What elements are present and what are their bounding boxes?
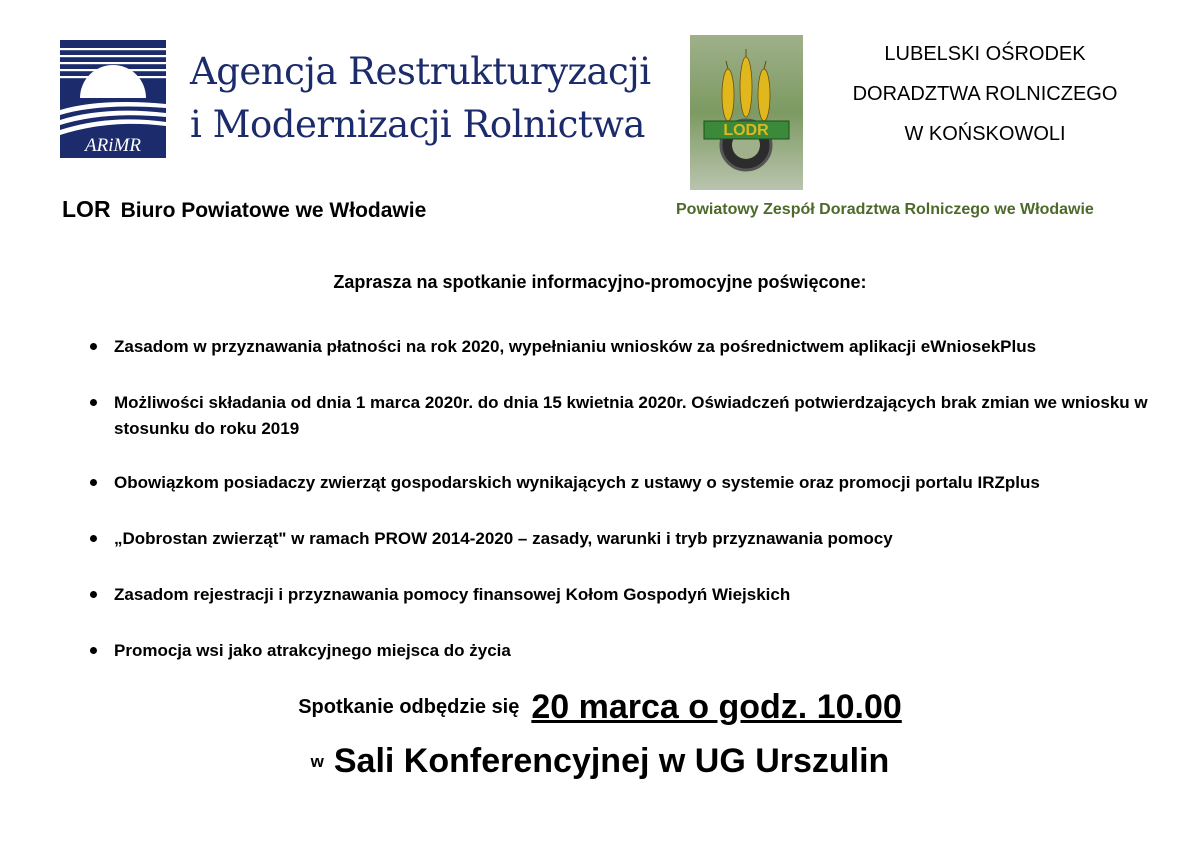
topic-item: „Dobrostan zwierząt" w ramach PROW 2014-2020 – zasady, warunki i tryb przyznawania pomocy bbox=[90, 526, 1170, 552]
topic-item: Obowiązkom posiadaczy zwierząt gospodarskich wynikających z ustawy o systemie oraz promocji portalu IRZplus bbox=[90, 470, 1170, 496]
office-name: Biuro Powiatowe we Włodawie bbox=[120, 199, 427, 222]
meeting-date-line bbox=[0, 688, 1200, 727]
lodr-name-line2: DORADZTWA ROLNICZEGO bbox=[852, 83, 1118, 105]
meeting-venue: Sali Konferencyjnej w UG Urszulin bbox=[333, 742, 890, 780]
topic-list bbox=[90, 334, 1170, 664]
meeting-venue-line bbox=[0, 742, 1200, 781]
topic-item: Zasadom w przyznawania płatności na rok 2020, wypełnianiu wniosków za pośrednictwem aplikacji eWniosekPlus bbox=[90, 334, 1170, 360]
meeting-prefix: Spotkanie odbędzie się bbox=[298, 696, 520, 718]
arimr-logo-label: ARiMR bbox=[85, 135, 141, 156]
agency-name-line1: Agencja Restrukturyzacji bbox=[190, 50, 651, 93]
arimr-logo bbox=[60, 40, 166, 158]
lodr-name-line3: W KOŃSKOWOLI bbox=[904, 123, 1066, 145]
lodr-logo-label: LODR bbox=[723, 122, 769, 139]
office-prefix: LOR bbox=[62, 196, 111, 222]
meeting-date: 20 marca o godz. 10.00 bbox=[531, 688, 902, 726]
topic-item: Możliwości składania od dnia 1 marca 2020r. do dnia 15 kwietnia 2020r. Oświadczeń potwierdzających brak zmian we wniosku w stosunku do roku 2019 bbox=[90, 390, 1170, 442]
office-heading bbox=[62, 196, 426, 223]
topic-item: Promocja wsi jako atrakcyjnego miejsca do życia bbox=[90, 638, 1170, 664]
venue-prefix: w bbox=[310, 751, 324, 771]
topic-item: Zasadom rejestracji i przyznawania pomocy finansowej Kołom Gospodyń Wiejskich bbox=[90, 582, 1170, 608]
invitation-intro: Zaprasza na spotkanie informacyjno-promocyjne poświęcone: bbox=[333, 272, 867, 292]
agency-name-line2: i Modernizacji Rolnictwa bbox=[190, 103, 645, 146]
advisory-team-name: Powiatowy Zespół Doradztwa Rolniczego we Włodawie bbox=[676, 201, 1094, 218]
lodr-logo bbox=[690, 35, 803, 190]
lodr-name-line1: LUBELSKI OŚRODEK bbox=[884, 43, 1086, 65]
